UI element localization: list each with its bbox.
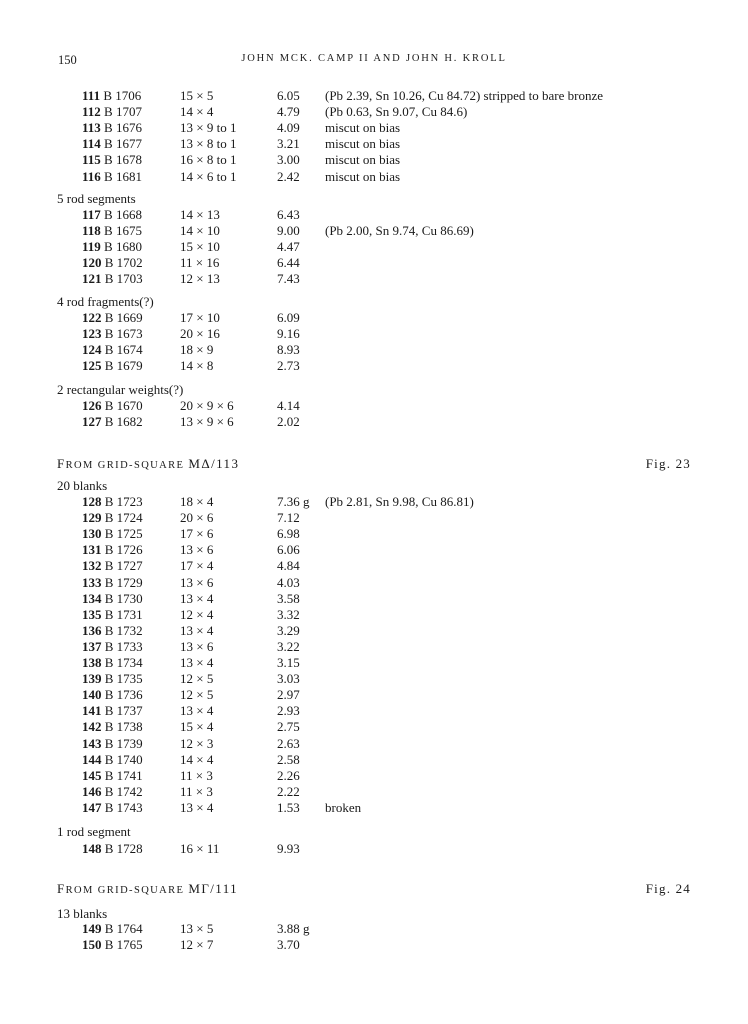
catalogue-no: 115 xyxy=(82,152,101,168)
dimensions: 13 × 4 xyxy=(180,703,214,719)
inventory-no: B 1675 xyxy=(100,223,142,239)
weight: 3.00 xyxy=(277,152,300,168)
dimensions: 18 × 9 xyxy=(180,342,214,358)
catalogue-no: 132 xyxy=(82,558,102,574)
catalogue-no: 119 xyxy=(82,239,101,255)
dimensions: 12 × 5 xyxy=(180,671,214,687)
catalogue-no: 111 xyxy=(82,88,101,103)
catalogue-entry xyxy=(0,526,748,542)
dimensions: 11 × 16 xyxy=(180,255,220,271)
group-label: 4 rod fragments(?) xyxy=(57,294,154,309)
dimensions: 13 × 4 xyxy=(180,622,214,638)
inventory-no: B 1725 xyxy=(101,526,143,542)
weight: 9.00 xyxy=(277,223,300,239)
catalogue-entry xyxy=(0,841,748,857)
weight: 7.36 g xyxy=(277,494,310,509)
dimensions: 13 × 4 xyxy=(180,799,214,815)
catalogue-no: 124 xyxy=(82,342,102,358)
notes: miscut on bias xyxy=(325,136,401,152)
inventory-no: B 1765 xyxy=(101,937,143,953)
entry-number xyxy=(82,639,143,655)
catalogue-entry xyxy=(0,655,748,671)
entry-number xyxy=(82,719,143,735)
catalogue-entry xyxy=(0,271,748,287)
catalogue-entry xyxy=(0,719,748,735)
catalogue-entry xyxy=(0,639,748,655)
heading-initial: F xyxy=(57,881,66,896)
catalogue-no: 150 xyxy=(82,937,102,953)
entry-number xyxy=(82,655,143,671)
catalogue-entry xyxy=(0,575,748,591)
inventory-no: B 1677 xyxy=(100,136,142,152)
dimensions: 11 × 3 xyxy=(180,783,213,799)
dimensions: 12 × 7 xyxy=(180,937,214,953)
entry-number xyxy=(82,703,143,719)
entry-number xyxy=(82,736,143,752)
notes: (Pb 0.63, Sn 9.07, Cu 84.6) xyxy=(325,104,468,120)
catalogue-no: 135 xyxy=(82,606,102,622)
catalogue-entry xyxy=(0,136,748,152)
weight: 2.63 xyxy=(277,735,300,751)
weight: 2.22 xyxy=(277,783,300,799)
dimensions: 17 × 4 xyxy=(180,558,214,574)
catalogue-no: 123 xyxy=(82,326,102,342)
inventory-no: B 1702 xyxy=(101,255,143,271)
weight: 2.75 xyxy=(277,719,300,735)
inventory-no: B 1733 xyxy=(101,638,143,654)
group-label: 13 blanks xyxy=(57,906,108,921)
dimensions: 12 × 5 xyxy=(180,687,214,703)
entry-number xyxy=(82,671,143,687)
inventory-no: B 1742 xyxy=(101,783,143,799)
weight: 9.16 xyxy=(277,326,300,342)
catalogue-no: 131 xyxy=(82,542,102,558)
catalogue-no: 112 xyxy=(82,104,101,120)
catalogue-no: 148 xyxy=(82,841,102,856)
inventory-no: B 1673 xyxy=(101,326,143,342)
catalogue-no: 130 xyxy=(82,526,102,542)
catalogue-entry xyxy=(0,169,748,185)
dimensions: 13 × 9 to 1 xyxy=(180,120,237,136)
dimensions: 17 × 6 xyxy=(180,526,214,542)
catalogue-entry xyxy=(0,239,748,255)
entry-number xyxy=(82,136,142,152)
weight: 6.06 xyxy=(277,542,300,558)
catalogue-no: 128 xyxy=(82,494,102,509)
section-heading xyxy=(57,455,239,473)
weight: 3.29 xyxy=(277,622,300,638)
entry-number xyxy=(82,542,143,558)
inventory-no: B 1739 xyxy=(101,735,143,751)
dimensions: 13 × 4 xyxy=(180,590,214,606)
entry-number xyxy=(82,937,143,953)
catalogue-entry xyxy=(0,120,748,136)
catalogue-no: 136 xyxy=(82,622,102,638)
heading-smallcaps: ROM GRID-SQUARE xyxy=(65,460,189,471)
catalogue-no: 118 xyxy=(82,223,101,239)
inventory-no: B 1674 xyxy=(101,342,143,358)
entry-number xyxy=(82,526,143,542)
dimensions: 13 × 6 xyxy=(180,574,214,590)
entry-number xyxy=(82,800,143,816)
inventory-no: B 1737 xyxy=(101,703,143,719)
catalogue-no: 144 xyxy=(82,751,102,767)
catalogue-no: 149 xyxy=(82,921,102,936)
dimensions: 13 × 4 xyxy=(180,655,214,670)
entry-number xyxy=(82,841,143,857)
catalogue-no: 134 xyxy=(82,590,102,606)
weight: 6.98 xyxy=(277,526,300,542)
dimensions: 14 × 4 xyxy=(180,104,214,120)
weight: 2.02 xyxy=(277,414,300,430)
catalogue-no: 139 xyxy=(82,671,102,687)
catalogue-entry xyxy=(0,104,748,120)
catalogue-entry xyxy=(0,310,748,326)
entry-number xyxy=(82,310,143,326)
catalogue-no: 138 xyxy=(82,655,102,670)
dimensions: 13 × 6 xyxy=(180,638,214,654)
notes: (Pb 2.81, Sn 9.98, Cu 86.81) xyxy=(325,494,474,509)
dimensions: 13 × 9 × 6 xyxy=(180,414,234,430)
inventory-no: B 1676 xyxy=(100,120,142,136)
dimensions: 16 × 8 to 1 xyxy=(180,152,237,168)
catalogue-no: 137 xyxy=(82,638,102,654)
catalogue-entry xyxy=(0,687,748,703)
dimensions: 18 × 4 xyxy=(180,494,214,509)
entry-number xyxy=(82,921,143,937)
catalogue-no: 121 xyxy=(82,271,102,287)
notes: (Pb 2.39, Sn 10.26, Cu 84.72) stripped to bare bronze xyxy=(325,88,604,103)
dimensions: 14 × 10 xyxy=(180,223,220,239)
weight: 4.14 xyxy=(277,398,300,413)
catalogue-no: 147 xyxy=(82,799,102,815)
dimensions: 13 × 6 xyxy=(180,542,214,558)
entry-number xyxy=(82,271,143,287)
dimensions: 20 × 6 xyxy=(180,510,214,526)
catalogue-entry xyxy=(0,152,748,168)
inventory-no: B 1680 xyxy=(100,239,142,255)
catalogue-no: 145 xyxy=(82,767,102,783)
catalogue-entry xyxy=(0,921,748,937)
entry-number xyxy=(82,342,143,358)
inventory-no: B 1707 xyxy=(100,104,142,120)
entry-number xyxy=(82,768,143,784)
weight: 2.58 xyxy=(277,751,300,767)
catalogue-entry xyxy=(0,752,748,768)
inventory-no: B 1678 xyxy=(100,152,142,168)
inventory-no: B 1731 xyxy=(101,606,143,622)
catalogue-entry xyxy=(0,223,748,239)
entry-number xyxy=(82,358,143,374)
catalogue-no: 141 xyxy=(82,703,102,719)
catalogue-entry xyxy=(0,768,748,784)
inventory-no: B 1668 xyxy=(100,207,142,222)
dimensions: 14 × 6 to 1 xyxy=(180,168,237,184)
group-label: 5 rod segments xyxy=(57,191,136,206)
dimensions: 11 × 3 xyxy=(180,767,213,783)
catalogue-entry xyxy=(0,358,748,374)
weight: 3.88 g xyxy=(277,921,310,936)
grid-square-code: MΔ/113 xyxy=(188,456,240,471)
inventory-no: B 1723 xyxy=(101,494,143,509)
group-label: 2 rectangular weights(?) xyxy=(57,382,184,397)
catalogue-no: 140 xyxy=(82,687,102,703)
entry-number xyxy=(82,326,143,342)
weight: 7.43 xyxy=(277,271,300,287)
weight: 6.05 xyxy=(277,88,300,103)
catalogue-no: 133 xyxy=(82,574,102,590)
catalogue-no: 142 xyxy=(82,719,102,735)
figure-reference: Fig. 23 xyxy=(645,456,691,471)
catalogue-entry xyxy=(0,88,748,104)
catalogue-entry xyxy=(0,784,748,800)
inventory-no: B 1738 xyxy=(101,719,143,735)
catalogue-no: 120 xyxy=(82,255,102,271)
entry-number xyxy=(82,558,143,574)
catalogue-entry xyxy=(0,494,748,510)
catalogue-no: 146 xyxy=(82,783,102,799)
entry-number xyxy=(82,169,142,185)
weight: 4.84 xyxy=(277,558,300,574)
dimensions: 15 × 5 xyxy=(180,88,214,103)
weight: 3.70 xyxy=(277,937,300,953)
heading-initial: F xyxy=(57,456,66,471)
weight: 6.09 xyxy=(277,310,300,325)
weight: 2.93 xyxy=(277,703,300,719)
catalogue-entry xyxy=(0,207,748,223)
catalogue-entry xyxy=(0,255,748,271)
entry-number xyxy=(82,591,143,607)
inventory-no: B 1734 xyxy=(101,655,143,670)
weight: 6.43 xyxy=(277,207,300,222)
weight: 2.42 xyxy=(277,168,300,184)
entry-number xyxy=(82,255,143,271)
dimensions: 12 × 13 xyxy=(180,271,220,287)
entry-number xyxy=(82,607,143,623)
notes: miscut on bias xyxy=(325,168,401,184)
group-label: 20 blanks xyxy=(57,478,108,493)
dimensions: 15 × 4 xyxy=(180,719,214,735)
catalogue-no: 129 xyxy=(82,510,102,526)
inventory-no: B 1743 xyxy=(101,799,143,815)
weight: 8.93 xyxy=(277,342,300,358)
catalogue-no: 114 xyxy=(82,136,101,152)
weight: 1.53 xyxy=(277,799,300,815)
catalogue-entry xyxy=(0,591,748,607)
dimensions: 14 × 4 xyxy=(180,751,214,767)
entry-number xyxy=(82,120,142,136)
catalogue-entry xyxy=(0,342,748,358)
dimensions: 13 × 8 to 1 xyxy=(180,136,237,152)
entry-number xyxy=(82,223,142,239)
weight: 3.58 xyxy=(277,590,300,606)
entry-number xyxy=(82,784,143,800)
catalogue-entry xyxy=(0,326,748,342)
entry-number xyxy=(82,239,142,255)
dimensions: 17 × 10 xyxy=(180,310,220,325)
entry-number xyxy=(82,687,143,703)
weight: 2.73 xyxy=(277,358,300,374)
catalogue-entry xyxy=(0,736,748,752)
notes: miscut on bias xyxy=(325,120,401,136)
inventory-no: B 1670 xyxy=(101,398,143,413)
notes: miscut on bias xyxy=(325,152,401,168)
running-head: JOHN MCK. CAMP II AND JOHN H. KROLL xyxy=(241,53,507,64)
catalogue-entry xyxy=(0,703,748,719)
dimensions: 20 × 16 xyxy=(180,326,220,342)
entry-number xyxy=(82,575,143,591)
catalogue-no: 117 xyxy=(82,207,101,222)
heading-smallcaps: ROM GRID-SQUARE xyxy=(65,885,189,896)
entry-number xyxy=(82,207,142,223)
entry-number xyxy=(82,623,143,639)
catalogue-no: 143 xyxy=(82,735,102,751)
dimensions: 13 × 5 xyxy=(180,921,214,936)
entry-number xyxy=(82,752,143,768)
catalogue-entry xyxy=(0,414,748,430)
catalogue-entry xyxy=(0,607,748,623)
catalogue-entry xyxy=(0,800,748,816)
weight: 3.22 xyxy=(277,638,300,654)
weight: 4.79 xyxy=(277,104,300,120)
dimensions: 14 × 13 xyxy=(180,207,220,222)
catalogue-no: 127 xyxy=(82,414,102,430)
entry-number xyxy=(82,510,143,526)
dimensions: 15 × 10 xyxy=(180,239,220,255)
weight: 2.97 xyxy=(277,687,300,703)
weight: 6.44 xyxy=(277,255,300,271)
weight: 3.15 xyxy=(277,655,300,670)
catalogue-no: 113 xyxy=(82,120,101,136)
catalogue-entry xyxy=(0,510,748,526)
group-label: 1 rod segment xyxy=(57,824,131,839)
dimensions: 12 × 3 xyxy=(180,735,214,751)
catalogue-entry xyxy=(0,937,748,953)
inventory-no: B 1726 xyxy=(101,542,143,558)
inventory-no: B 1681 xyxy=(100,168,142,184)
entry-number xyxy=(82,152,142,168)
inventory-no: B 1703 xyxy=(101,271,143,287)
figure-reference: Fig. 24 xyxy=(645,881,691,896)
weight: 3.03 xyxy=(277,671,300,687)
dimensions: 12 × 4 xyxy=(180,606,214,622)
catalogue-entry xyxy=(0,398,748,414)
dimensions: 20 × 9 × 6 xyxy=(180,398,234,413)
notes: broken xyxy=(325,799,362,815)
inventory-no: B 1728 xyxy=(101,841,143,856)
inventory-no: B 1730 xyxy=(101,590,143,606)
entry-number xyxy=(82,398,143,414)
weight: 4.09 xyxy=(277,120,300,136)
inventory-no: B 1706 xyxy=(100,88,142,103)
inventory-no: B 1735 xyxy=(101,671,143,687)
page-number: 150 xyxy=(58,53,77,67)
inventory-no: B 1741 xyxy=(101,767,143,783)
catalogue-entry xyxy=(0,558,748,574)
weight: 4.47 xyxy=(277,239,300,255)
catalogue-entry xyxy=(0,623,748,639)
inventory-no: B 1724 xyxy=(101,510,143,526)
inventory-no: B 1669 xyxy=(101,310,143,325)
section-heading xyxy=(57,880,238,898)
dimensions: 14 × 8 xyxy=(180,358,214,374)
catalogue-entry xyxy=(0,671,748,687)
dimensions: 16 × 11 xyxy=(180,841,220,856)
weight: 2.26 xyxy=(277,767,300,783)
entry-number xyxy=(82,494,143,510)
weight: 4.03 xyxy=(277,574,300,590)
entry-number xyxy=(82,414,143,430)
entry-number xyxy=(82,88,141,104)
entry-number xyxy=(82,104,142,120)
catalogue-no: 125 xyxy=(82,358,102,374)
inventory-no: B 1727 xyxy=(101,558,143,574)
grid-square-code: MΓ/111 xyxy=(188,881,239,896)
catalogue-no: 116 xyxy=(82,168,101,184)
inventory-no: B 1679 xyxy=(101,358,143,374)
inventory-no: B 1740 xyxy=(101,751,143,767)
weight: 7.12 xyxy=(277,510,300,526)
inventory-no: B 1736 xyxy=(101,687,143,703)
catalogue-entry xyxy=(0,542,748,558)
notes: (Pb 2.00, Sn 9.74, Cu 86.69) xyxy=(325,223,474,239)
inventory-no: B 1682 xyxy=(101,414,143,430)
catalogue-no: 122 xyxy=(82,310,102,325)
inventory-no: B 1732 xyxy=(101,622,143,638)
catalogue-no: 126 xyxy=(82,398,102,413)
inventory-no: B 1764 xyxy=(101,921,143,936)
inventory-no: B 1729 xyxy=(101,574,143,590)
weight: 9.93 xyxy=(277,841,300,856)
weight: 3.21 xyxy=(277,136,300,152)
weight: 3.32 xyxy=(277,606,300,622)
